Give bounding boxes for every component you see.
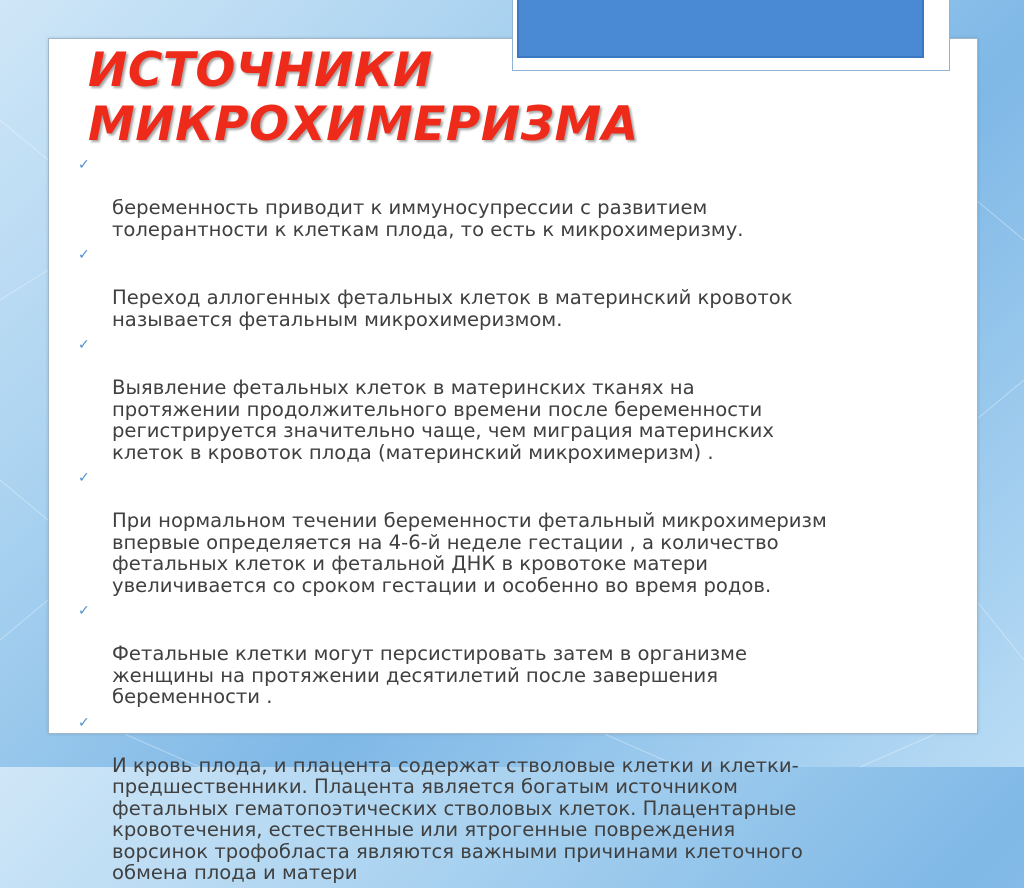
bullet-text: Переход аллогенных фетальных клеток в материнский кровоток называется фетальным микрохимеризмом. — [112, 286, 793, 331]
bullet-list — [78, 154, 974, 888]
bullet-item — [78, 334, 974, 463]
bullet-item — [78, 712, 974, 884]
bullet-item — [78, 154, 974, 240]
bullet-text: Выявление фетальных клеток в материнских тканях на протяжении продолжительного времени после беременности регистрируется значительно чаще, чем миграция материнских клеток в кровоток плода (материнский микрохимеризм) . — [112, 376, 774, 464]
bullet-text: Фетальные клетки могут персистировать затем в организме женщины на протяжении десятилетий после завершения беременности . — [112, 642, 748, 708]
bullet-item — [78, 600, 974, 708]
check-icon: ✓ — [78, 714, 90, 731]
slide-title: ИСТОЧНИКИ МИКРОХИМЕРИЗМА — [88, 43, 639, 152]
bullet-text: беременность приводит к иммуносупрессии с развитием толерантности к клеткам плода, то есть к микрохимеризму. — [112, 196, 744, 241]
bullet-text: И кровь плода, и плацента содержат стволовые клетки и клетки- предшественники. Плацента является богатым источником фетальных гематопоэтических стволовых клеток. Плацентарные кровотечения, естественные или ятрогенные повреждения ворсинок трофобласта являются важными причинами клеточного обмена плода и матери — [112, 753, 803, 884]
bullet-text: При нормальном течении беременности фетальный микрохимеризм впервые определяется на 4-6-й неделе гестации , а количество фетальных клеток и фетальной ДНК в кровотоке матери увеличивается со сроком гестации и особенно во время родов. — [112, 509, 827, 597]
bullet-item — [78, 244, 974, 330]
check-icon: ✓ — [78, 157, 90, 173]
check-icon: ✓ — [78, 337, 90, 353]
bullet-item — [78, 467, 974, 596]
check-icon: ✓ — [78, 247, 90, 263]
check-icon: ✓ — [78, 470, 90, 486]
check-icon: ✓ — [78, 603, 90, 619]
